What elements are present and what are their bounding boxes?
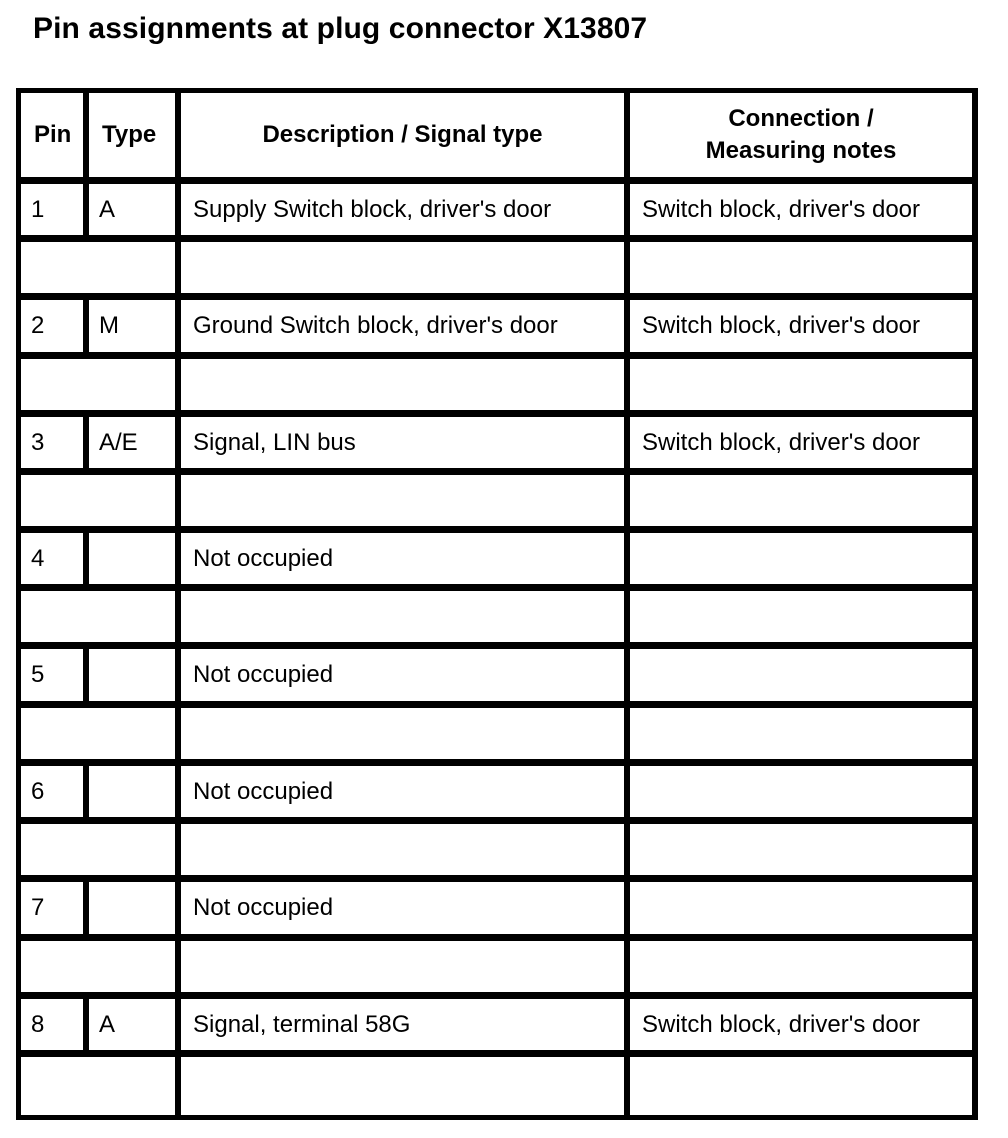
pin-cell: 1 [21,184,83,235]
header-description: Description / Signal type [181,93,624,177]
connection-cell: Switch block, driver's door [630,417,972,468]
header-type: Type [89,93,175,177]
type-cell [89,882,175,934]
header-connection-line2: Measuring notes [705,137,897,164]
spacer-cell-connection [630,1057,972,1115]
pin-cell: 5 [21,649,83,701]
header-connection-line1: Connection / [728,105,874,132]
pin-cell: 4 [21,533,83,584]
spacer-cell-connection [630,475,972,526]
connection-cell [630,533,972,584]
type-cell: A [89,999,175,1050]
spacer-cell-description [181,941,624,992]
spacer-cell-description [181,824,624,875]
pin-cell: 3 [21,417,83,468]
pin-cell: 6 [21,766,83,817]
spacer-cell-left [21,941,175,992]
spacer-cell-connection [630,824,972,875]
connection-cell: Switch block, driver's door [630,184,972,235]
pin-cell: 7 [21,882,83,934]
spacer-cell-left [21,708,175,759]
spacer-cell-connection [630,242,972,293]
spacer-cell-left [21,591,175,642]
spacer-cell-connection [630,591,972,642]
spacer-cell-left [21,359,175,410]
connection-cell [630,766,972,817]
description-cell: Not occupied [181,882,624,934]
type-cell: A/E [89,417,175,468]
spacer-cell-description [181,359,624,410]
connection-cell [630,649,972,701]
spacer-cell-connection [630,708,972,759]
spacer-cell-left [21,475,175,526]
spacer-cell-connection [630,941,972,992]
connection-cell: Switch block, driver's door [630,300,972,352]
description-cell: Ground Switch block, driver's door [181,300,624,352]
description-cell: Not occupied [181,649,624,701]
spacer-cell-description [181,1057,624,1115]
page-title: Pin assignments at plug connector X13807 [33,12,648,45]
connection-cell [630,882,972,934]
description-cell: Not occupied [181,533,624,584]
spacer-cell-description [181,242,624,293]
type-cell: M [89,300,175,352]
spacer-cell-description [181,708,624,759]
header-connection [630,93,972,177]
header-pin: Pin [21,93,83,177]
pin-assignment-table [16,88,978,1120]
description-cell: Signal, LIN bus [181,417,624,468]
type-cell [89,649,175,701]
spacer-cell-left [21,242,175,293]
spacer-cell-left [21,1057,175,1115]
spacer-cell-left [21,824,175,875]
spacer-cell-description [181,475,624,526]
type-cell [89,533,175,584]
spacer-cell-description [181,591,624,642]
description-cell: Signal, terminal 58G [181,999,624,1050]
connection-cell: Switch block, driver's door [630,999,972,1050]
type-cell: A [89,184,175,235]
spacer-cell-connection [630,359,972,410]
pin-cell: 8 [21,999,83,1050]
description-cell: Not occupied [181,766,624,817]
description-cell: Supply Switch block, driver's door [181,184,624,235]
pin-cell: 2 [21,300,83,352]
type-cell [89,766,175,817]
